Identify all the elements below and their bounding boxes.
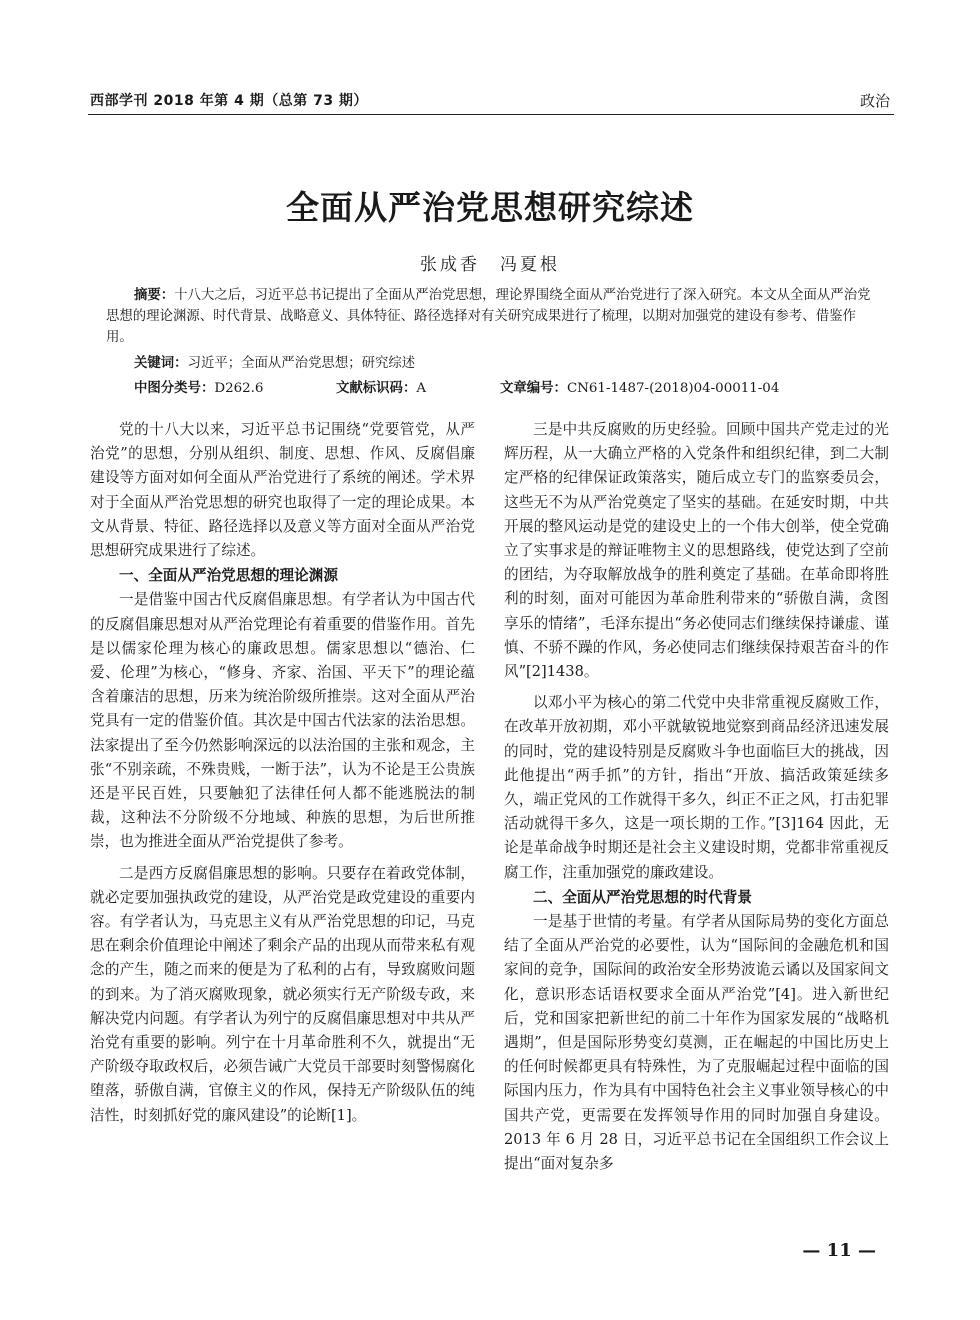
keywords-text: 习近平；全面从严治党思想；研究综述 — [187, 356, 416, 371]
clc-label: 中图分类号： — [134, 381, 215, 396]
article-number-value: CN61-1487-(2018)04-00011-04 — [566, 381, 780, 396]
doc-code-value: A — [416, 381, 427, 396]
body-paragraph: 以邓小平为核心的第二代党中央非常重视反腐败工作，在改革开放初期，邓小平就敏锐地觉察到商品经济迅速发展的同时，党的建设特别是反腐败斗争也面临巨大的挑战，因此他提出“两手抓”的方针，指出“开放、搞活政策延续多久，端正党风的工作就得干多久，纠正不正之风，打击犯罪活动就得干多久，这是一项长期的工作。”[3]164 因此，无论是革命战争时期还是社会主义建设时期，党都非常重视反腐工作，注重加强党的廉政建设。 — [504, 694, 889, 881]
section-label: 政治 — [859, 92, 890, 110]
article-number-label: 文章编号： — [500, 381, 567, 396]
abstract — [106, 285, 876, 348]
right-column — [504, 418, 889, 1176]
keywords — [106, 352, 876, 371]
document-code — [336, 377, 426, 396]
body-paragraph: 一是基于世情的考量。有学者从国际局势的变化方面总结了全面从严治党的必要性，认为“国际间的金融危机和国家间的竞争，国际间的政治安全形势波诡云谲以及国家间文化，意识形态话语权要求全面从严治党”[4]。进入新世纪后，党和国家把新世纪的前二十年作为国家发展的“战略机遇期”，但是国际形势变幻莫测，正在崛起的中国比历史上的任何时候都更具有特殊性，为了克服崛起过程中面临的国际国内压力，作为具有中国特色社会主义事业领导核心的中国共产党，更需要在发挥领导作用的同时加强自身建设。2013 年 6 月 28 日，习近平总书记在全国组织工作会议上提出“面对复杂多 — [504, 913, 889, 1173]
section-heading: 一、全面从严治党思想的理论渊源 — [119, 567, 338, 585]
abstract-text: 十八大之后，习近平总书记提出了全面从严治党思想，理论界围绕全面从严治党进行了深入研究。本文从全面从严治党思想的理论渊源、时代背景、战略意义、具体特征、路径选择对有关研究成果进行了梳理，以期对加强党的建设有参考、借鉴作用。 — [106, 288, 871, 345]
doc-code-label: 文献标识码： — [336, 381, 417, 396]
article-title: 全面从严治党思想研究综述 — [286, 188, 694, 227]
body-paragraph: 二是西方反腐倡廉思想的影响。只要存在着政党体制，就必定要加强执政党的建设，从严治党是政党建设的重要内容。有学者认为，马克思主义有从严治党思想的印记，马克思在剩余价值理论中阐述了剩余产品的出现从而带来私有观念的产生，随之而来的便是为了私利的占有，导致腐败问题的到来。为了消灭腐败现象，就必须实行无产阶级专政，来解决党内问题。有学者认为列宁的反腐倡廉思想对中共从严治党有重要的影响。列宁在十月革命胜利不久，就提出“无产阶级夺取政权后，必须告诫广大党员干部要时刻警惕腐化堕落，骄傲自满，官僚主义的作风，保持无产阶级队伍的纯洁性，时刻抓好党的廉风建设”的论断[1]。 — [90, 864, 475, 1124]
header-rule — [88, 114, 894, 115]
journal-info: 西部学刊 2018 年第 4 期（总第 73 期） — [90, 93, 368, 109]
abstract-label: 摘要： — [134, 288, 175, 303]
page-header — [90, 88, 890, 112]
article-number — [500, 377, 779, 396]
section-heading: 二、全面从严治党思想的时代背景 — [533, 888, 752, 906]
body-paragraph: 一是借鉴中国古代反腐倡廉思想。有学者认为中国古代的反腐倡廉思想对从严治党理论有着重要的借鉴作用。首先是以儒家伦理为核心的廉政思想。儒家思想以“德治、仁爱、伦理”为核心，“修身、齐家、治国、平天下”的理论蕴含着廉洁的思想，历来为统治阶级所推崇。这对全面从严治党具有一定的借鉴价值。其次是中国古代法家的法治思想。法家提出了至今仍然影响深远的以法治国的主张和观念，主张“不别亲疏，不殊贵贱，一断于法”，认为不论是王公贵族还是平民百姓，只要触犯了法律任何人都不能逃脱法的制裁，这种法不分阶级不分地域、种族的思想，为后世所推崇，也为推进全面从严治党提供了参考。 — [90, 591, 475, 851]
article-authors: 张成香 冯夏根 — [420, 255, 560, 275]
left-column — [90, 418, 475, 1128]
body-paragraph: 党的十八大以来，习近平总书记围绕“党要管党，从严治党”的思想，分别从组织、制度、思想、作风、反腐倡廉建设等方面对如何全面从严治党进行了系统的阐述。学术界对于全面从严治党思想的研究也取得了一定的理论成果。本文从背景、特征、路径选择以及意义等方面对全面从严治党思想研究成果进行了综述。 — [90, 421, 475, 560]
body-paragraph: 三是中共反腐败的历史经验。回顾中国共产党走过的光辉历程，从一大确立严格的入党条件和组织纪律，到二大制定严格的纪律保证政策落实，随后成立专门的监察委员会，这些无不为从严治党奠定了坚实的基础。在延安时期，中共开展的整风运动是党的建设史上的一个伟大创举，使全党确立了实事求是的辩证唯物主义的思想路线，使党达到了空前的团结，为夺取解放战争的胜利奠定了基础。在革命即将胜利的时刻，面对可能因为革命胜利带来的“骄傲自满，贪图享乐的情绪”，毛泽东提出“务必使同志们继续保持谦虚、谨慎、不骄不躁的作风，务必使同志们继续保持艰苦奋斗的作风”[2]1438。 — [504, 421, 889, 681]
page-number: — 11 — — [802, 1240, 876, 1261]
clc-number — [134, 377, 263, 396]
keywords-label: 关键词： — [134, 356, 188, 371]
clc-value: D262.6 — [214, 381, 264, 396]
